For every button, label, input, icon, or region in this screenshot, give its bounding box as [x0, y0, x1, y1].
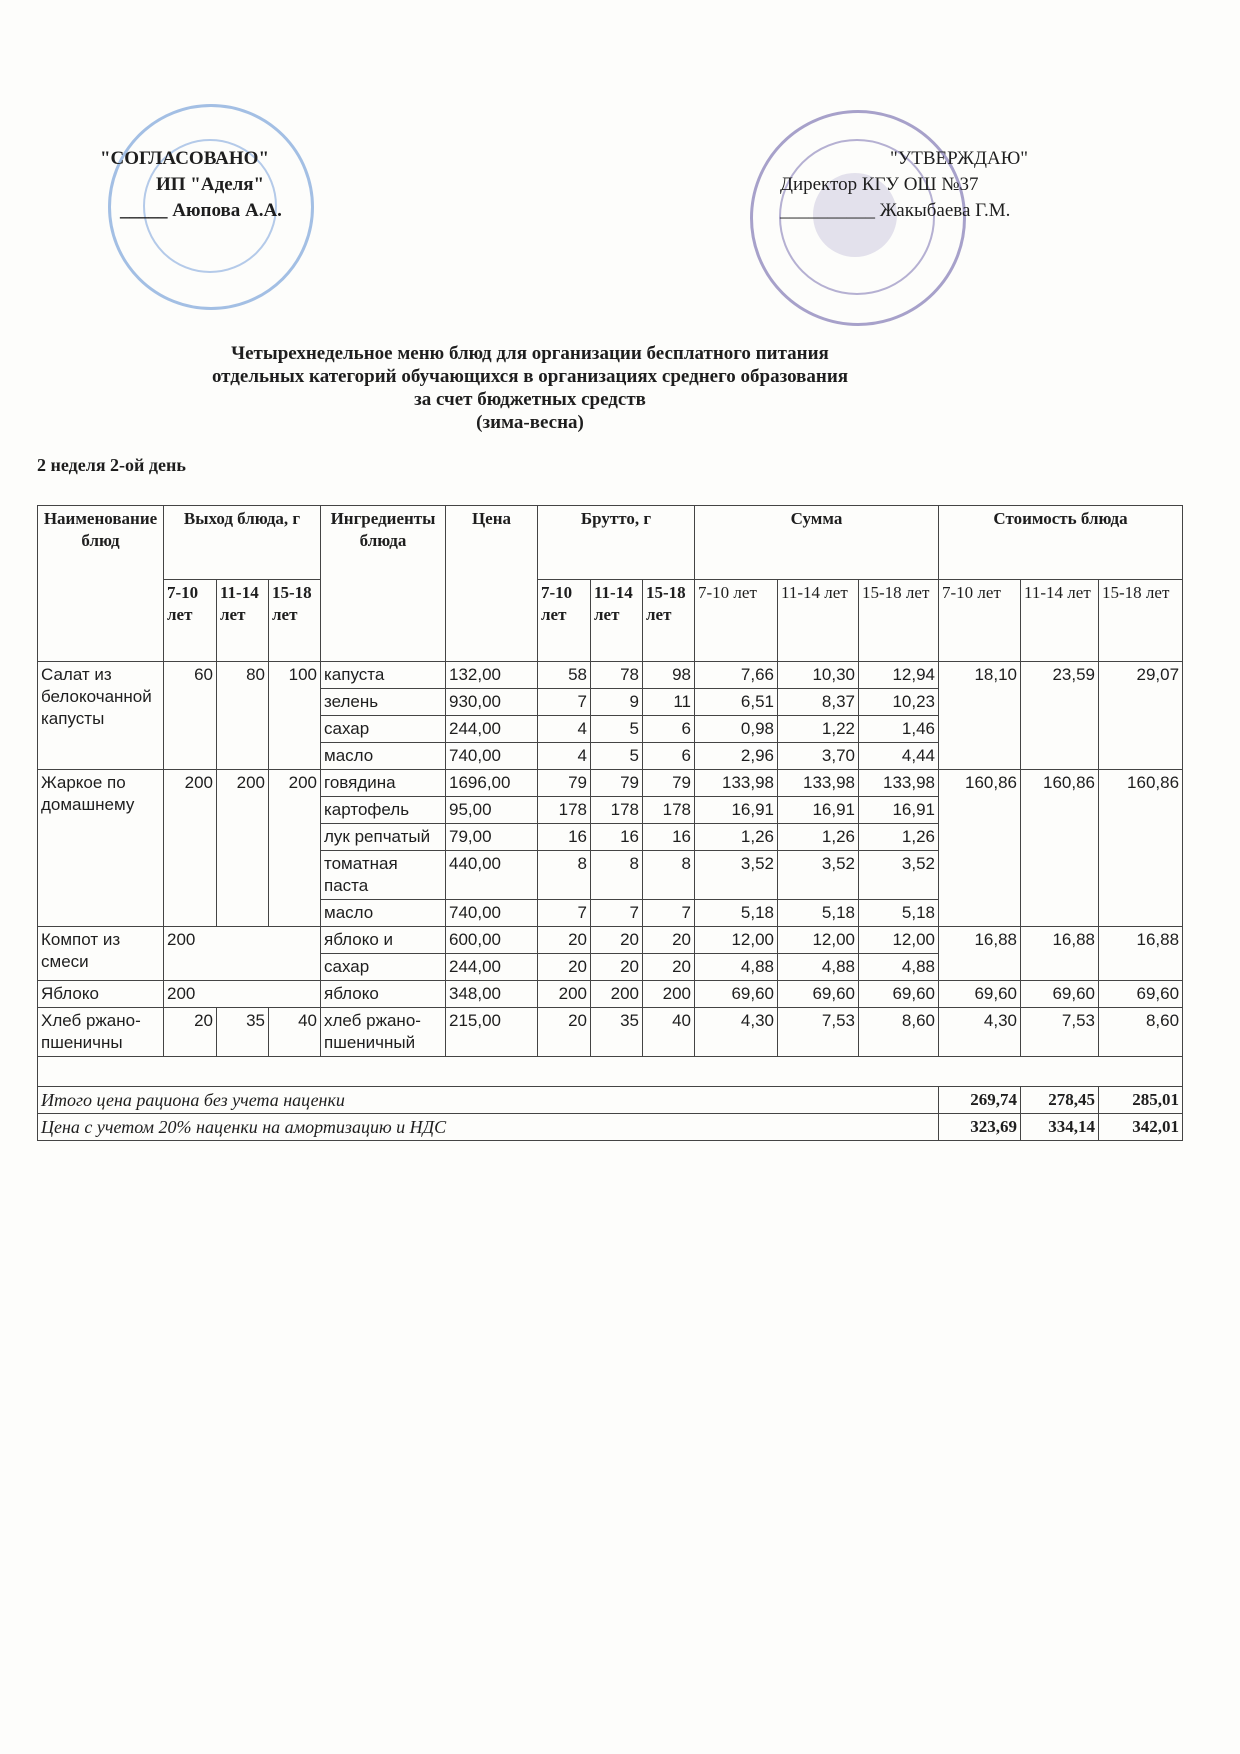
- age-header: 11-14 лет: [778, 580, 859, 662]
- ingredient-name: яблоко: [321, 981, 446, 1008]
- approval-right-person: Жакыбаева Г.М.: [879, 200, 1011, 221]
- title-line: за счет бюджетных средств: [414, 389, 646, 410]
- dish-name: Яблоко: [38, 981, 164, 1008]
- sum-value: 4,30: [695, 1008, 778, 1057]
- sum-value: 4,88: [778, 954, 859, 981]
- age-header: 11-14 лет: [217, 580, 269, 662]
- gross-value: 35: [591, 1008, 643, 1057]
- dish-yield: 200: [269, 770, 321, 927]
- ingredient-name: зелень: [321, 689, 446, 716]
- dish-name: Хлеб ржано-пшеничны: [38, 1008, 164, 1057]
- header-ingredients: Ингредиенты блюда: [321, 506, 446, 662]
- table-row: [38, 927, 1183, 954]
- age-header: 7-10 лет: [538, 580, 591, 662]
- age-header: 11-14 лет: [591, 580, 643, 662]
- dish-yield: 200: [164, 770, 217, 927]
- sum-value: 12,00: [778, 927, 859, 954]
- total-no-markup-value: 269,74: [939, 1087, 1021, 1114]
- age-header: 7-10 лет: [164, 580, 217, 662]
- approval-left-person: Аюпова А.А.: [172, 200, 282, 221]
- gross-value: 58: [538, 662, 591, 689]
- total-with-markup-value: 323,69: [939, 1114, 1021, 1141]
- table-row: [38, 770, 1183, 797]
- week-day-label: 2 неделя 2-ой день: [37, 455, 186, 475]
- signature-line: __________: [780, 200, 875, 221]
- gross-value: 4: [538, 743, 591, 770]
- gross-value: 8: [538, 851, 591, 900]
- gross-value: 178: [538, 797, 591, 824]
- total-with-markup-label: Цена с учетом 20% наценки на амортизацию и НДС: [38, 1114, 939, 1141]
- dish-yield: 200: [217, 770, 269, 927]
- gross-value: 200: [538, 981, 591, 1008]
- sum-value: 3,70: [778, 743, 859, 770]
- gross-value: 5: [591, 743, 643, 770]
- ingredient-price: 244,00: [446, 716, 538, 743]
- header-sum: Сумма: [695, 506, 939, 580]
- dish-cost: 160,86: [1021, 770, 1099, 927]
- header-cost: Стоимость блюда: [939, 506, 1183, 580]
- ingredient-price: 348,00: [446, 981, 538, 1008]
- gross-value: 7: [538, 900, 591, 927]
- gross-value: 98: [643, 662, 695, 689]
- signature-line: _____: [120, 200, 168, 221]
- ingredient-price: 95,00: [446, 797, 538, 824]
- ingredient-name: капуста: [321, 662, 446, 689]
- ingredient-name: лук репчатый: [321, 824, 446, 851]
- ingredient-price: 440,00: [446, 851, 538, 900]
- total-no-markup-value: 285,01: [1099, 1087, 1183, 1114]
- sum-value: 16,91: [778, 797, 859, 824]
- dish-cost: 16,88: [1099, 927, 1183, 981]
- gross-value: 178: [591, 797, 643, 824]
- gross-value: 20: [591, 927, 643, 954]
- gross-value: 9: [591, 689, 643, 716]
- dish-yield: 40: [269, 1008, 321, 1057]
- ingredient-name: хлеб ржано-пшеничный: [321, 1008, 446, 1057]
- sum-value: 133,98: [778, 770, 859, 797]
- sum-value: 69,60: [859, 981, 939, 1008]
- gross-value: 200: [591, 981, 643, 1008]
- ingredient-price: 740,00: [446, 743, 538, 770]
- sum-value: 5,18: [695, 900, 778, 927]
- sum-value: 3,52: [859, 851, 939, 900]
- sum-value: 10,23: [859, 689, 939, 716]
- gross-value: 16: [538, 824, 591, 851]
- title-line: отдельных категорий обучающихся в организациях среднего образования: [211, 366, 849, 387]
- sum-value: 7,53: [778, 1008, 859, 1057]
- sum-value: 10,30: [778, 662, 859, 689]
- total-no-markup-value: 278,45: [1021, 1087, 1099, 1114]
- gross-value: 78: [591, 662, 643, 689]
- sum-value: 12,00: [695, 927, 778, 954]
- sum-value: 69,60: [695, 981, 778, 1008]
- ingredient-name: масло: [321, 900, 446, 927]
- sum-value: 3,52: [695, 851, 778, 900]
- dish-cost: 23,59: [1021, 662, 1099, 770]
- gross-value: 11: [643, 689, 695, 716]
- dish-yield: 60: [164, 662, 217, 770]
- sum-value: 16,91: [695, 797, 778, 824]
- gross-value: 7: [643, 900, 695, 927]
- gross-value: 79: [591, 770, 643, 797]
- age-header: 7-10 лет: [939, 580, 1021, 662]
- menu-title: [0, 342, 1060, 434]
- gross-value: 20: [538, 1008, 591, 1057]
- age-header: 15-18 лет: [859, 580, 939, 662]
- total-with-markup-value: 342,01: [1099, 1114, 1183, 1141]
- age-header: 15-18 лет: [643, 580, 695, 662]
- header-price: Цена: [446, 506, 538, 662]
- dish-yield: 35: [217, 1008, 269, 1057]
- ingredient-price: 740,00: [446, 900, 538, 927]
- sum-value: 0,98: [695, 716, 778, 743]
- table-row: [38, 662, 1183, 689]
- dish-yield: 20: [164, 1008, 217, 1057]
- dish-name: Компот из смеси: [38, 927, 164, 981]
- sum-value: 1,26: [778, 824, 859, 851]
- header-dish: Наименование блюд: [38, 506, 164, 662]
- dish-yield: 200: [164, 927, 321, 981]
- ingredient-name: картофель: [321, 797, 446, 824]
- sum-value: 1,26: [859, 824, 939, 851]
- sum-value: 16,91: [859, 797, 939, 824]
- gross-value: 20: [538, 927, 591, 954]
- dish-yield: 100: [269, 662, 321, 770]
- sum-value: 8,60: [859, 1008, 939, 1057]
- sum-value: 12,00: [859, 927, 939, 954]
- ingredient-price: 244,00: [446, 954, 538, 981]
- ingredient-name: яблоко и: [321, 927, 446, 954]
- header-yield: Выход блюда, г: [164, 506, 321, 580]
- sum-value: 8,37: [778, 689, 859, 716]
- gross-value: 20: [643, 927, 695, 954]
- sum-value: 133,98: [695, 770, 778, 797]
- gross-value: 79: [538, 770, 591, 797]
- gross-value: 200: [643, 981, 695, 1008]
- dish-cost: 4,30: [939, 1008, 1021, 1057]
- ingredient-name: сахар: [321, 954, 446, 981]
- sum-value: 1,22: [778, 716, 859, 743]
- sum-value: 6,51: [695, 689, 778, 716]
- gross-value: 40: [643, 1008, 695, 1057]
- ingredient-name: говядина: [321, 770, 446, 797]
- sum-value: 4,88: [859, 954, 939, 981]
- gross-value: 8: [643, 851, 695, 900]
- ingredient-price: 132,00: [446, 662, 538, 689]
- dish-yield: 200: [164, 981, 321, 1008]
- dish-yield: 80: [217, 662, 269, 770]
- dish-cost: 16,88: [1021, 927, 1099, 981]
- sum-value: 5,18: [859, 900, 939, 927]
- dish-cost: 160,86: [1099, 770, 1183, 927]
- gross-value: 6: [643, 716, 695, 743]
- age-header: 15-18 лет: [1099, 580, 1183, 662]
- sum-value: 69,60: [778, 981, 859, 1008]
- approval-left-label: "СОГЛАСОВАНО": [100, 148, 270, 169]
- gross-value: 20: [591, 954, 643, 981]
- sum-value: 12,94: [859, 662, 939, 689]
- dish-name: Салат из белокочанной капусты: [38, 662, 164, 770]
- dish-cost: 69,60: [1021, 981, 1099, 1008]
- age-header: 11-14 лет: [1021, 580, 1099, 662]
- menu-table: [37, 505, 1183, 1141]
- approval-right-label: "УТВЕРЖДАЮ": [890, 148, 1028, 169]
- title-line: Четырехнедельное меню блюд для организации бесплатного питания: [231, 343, 829, 364]
- gross-value: 178: [643, 797, 695, 824]
- sum-value: 133,98: [859, 770, 939, 797]
- total-with-markup-value: 334,14: [1021, 1114, 1099, 1141]
- spacer-row: [38, 1057, 1183, 1087]
- sum-value: 4,44: [859, 743, 939, 770]
- dish-cost: 8,60: [1099, 1008, 1183, 1057]
- dish-name: Жаркое по домашнему: [38, 770, 164, 927]
- ingredient-name: сахар: [321, 716, 446, 743]
- ingredient-name: масло: [321, 743, 446, 770]
- ingredient-price: 600,00: [446, 927, 538, 954]
- age-header: 7-10 лет: [695, 580, 778, 662]
- sum-value: 5,18: [778, 900, 859, 927]
- dish-cost: 69,60: [1099, 981, 1183, 1008]
- dish-cost: 18,10: [939, 662, 1021, 770]
- gross-value: 20: [538, 954, 591, 981]
- ingredient-name: томатная паста: [321, 851, 446, 900]
- sum-value: 1,46: [859, 716, 939, 743]
- dish-cost: 69,60: [939, 981, 1021, 1008]
- table-row: [38, 1008, 1183, 1057]
- title-line: (зима-весна): [476, 412, 584, 433]
- gross-value: 20: [643, 954, 695, 981]
- dish-cost: 7,53: [1021, 1008, 1099, 1057]
- gross-value: 5: [591, 716, 643, 743]
- total-no-markup-label: Итого цена рациона без учета наценки: [38, 1087, 939, 1114]
- gross-value: 8: [591, 851, 643, 900]
- sum-value: 7,66: [695, 662, 778, 689]
- approval-left: [100, 146, 282, 224]
- dish-cost: 16,88: [939, 927, 1021, 981]
- sum-value: 3,52: [778, 851, 859, 900]
- age-header: 15-18 лет: [269, 580, 321, 662]
- ingredient-price: 1696,00: [446, 770, 538, 797]
- sum-value: 1,26: [695, 824, 778, 851]
- header-gross: Брутто, г: [538, 506, 695, 580]
- table-row: [38, 981, 1183, 1008]
- approval-right: [780, 146, 1028, 224]
- ingredient-price: 215,00: [446, 1008, 538, 1057]
- gross-value: 16: [591, 824, 643, 851]
- gross-value: 79: [643, 770, 695, 797]
- gross-value: 6: [643, 743, 695, 770]
- dish-cost: 29,07: [1099, 662, 1183, 770]
- gross-value: 16: [643, 824, 695, 851]
- sum-value: 2,96: [695, 743, 778, 770]
- sum-value: 4,88: [695, 954, 778, 981]
- gross-value: 7: [538, 689, 591, 716]
- approval-left-org: ИП "Аделя": [156, 174, 265, 195]
- approval-right-position: Директор КГУ ОШ №37: [780, 174, 979, 195]
- ingredient-price: 930,00: [446, 689, 538, 716]
- gross-value: 7: [591, 900, 643, 927]
- ingredient-price: 79,00: [446, 824, 538, 851]
- gross-value: 4: [538, 716, 591, 743]
- dish-cost: 160,86: [939, 770, 1021, 927]
